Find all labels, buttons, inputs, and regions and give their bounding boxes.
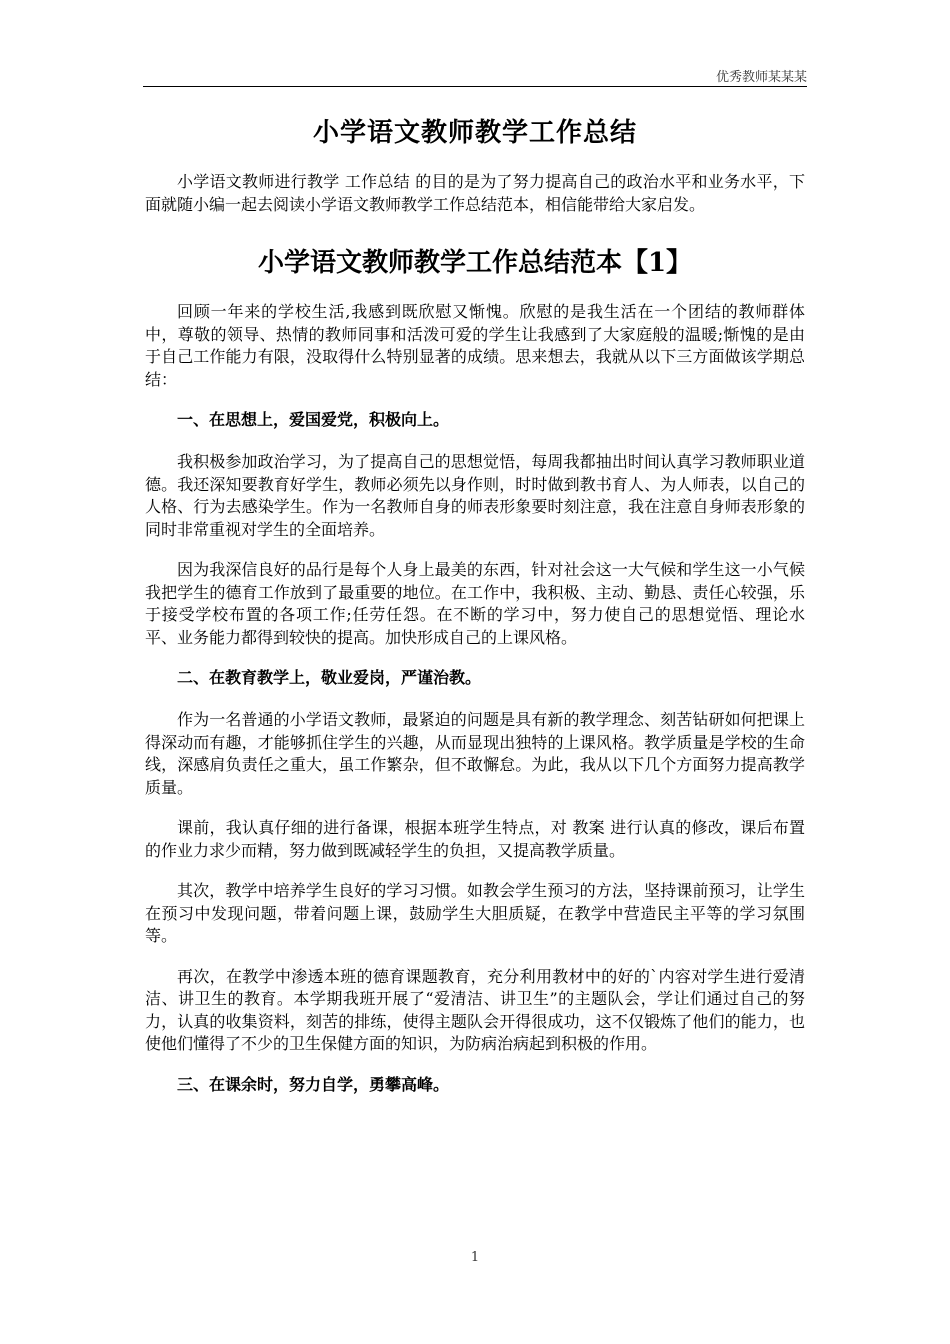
paragraph-5: 课前，我认真仔细的进行备课，根据本班学生特点，对 教案 进行认真的修改，课后布置的作业力求少而精，努力做到既减轻学生的负担，又提高教学质量。 <box>145 818 805 860</box>
header-divider <box>143 86 807 87</box>
document-title: 小学语文教师教学工作总结 <box>312 118 637 148</box>
paragraph-2: 我积极参加政治学习，为了提高自己的思想觉悟，每周我都抽出时间认真学习教师职业道德。我还深知要教育好学生，教师必须先以身作则，时时做到教书育人、为人师表，以自己的人格、行为去感染学生。作为一名教师自身的师表形象要时刻注意，我在注意自身师表形象的同时非常重视对学生的全面培养。 <box>145 452 805 539</box>
intro-paragraph: 小学语文教师进行教学 工作总结 的目的是为了努力提高自己的政治水平和业务水平，下面就随小编一起去阅读小学语文教师教学工作总结范本，相信能带给大家启发。 <box>145 172 805 214</box>
paragraph-4: 作为一名普通的小学语文教师，最紧迫的问题是具有新的教学理念、刻苦钻研如何把课上得深动而有趣，才能够抓住学生的兴趣，从而显现出独特的上课风格。教学质量是学校的生命线，深感肩负责任之重大，虽工作繁杂，但不敢懈怠。为此，我从以下几个方面努力提高教学质量。 <box>145 710 805 797</box>
document-body <box>145 112 805 1116</box>
paragraph-6: 其次，教学中培养学生良好的学习习惯。如教会学生预习的方法，坚持课前预习，让学生在预习中发现问题，带着问题上课，鼓励学生大胆质疑，在教学中营造民主平等的学习氛围等。 <box>145 881 805 945</box>
paragraph-1: 回顾一年来的学校生活,我感到既欣慰又惭愧。欣慰的是我生活在一个团结的教师群体中，尊敬的领导、热情的教师同事和活泼可爱的学生让我感到了大家庭般的温暖;惭愧的是由于自己工作能力有限，没取得什么特别显著的成绩。思来想去，我就从以下三方面做该学期总结： <box>145 302 805 389</box>
page-header: 优秀教师某某某 <box>715 70 807 85</box>
section-subtitle: 小学语文教师教学工作总结范本【1】 <box>257 248 693 278</box>
paragraph-7: 再次，在教学中渗透本班的德育课题教育，充分利用教材中的好的`内容对学生进行爱清洁、讲卫生的教育。本学期我班开展了“爱清洁、讲卫生”的主题队会，学让们通过自己的努力，认真的收集资料，刻苦的排练，使得主题队会开得很成功，这不仅锻炼了他们的能力，也使他们懂得了不少的卫生保健方面的知识，为防病治病起到积极的作用。 <box>145 966 805 1053</box>
page-number: 1 <box>470 1250 480 1265</box>
section-heading-1: 一、在思想上，爱国爱党，积极向上。 <box>177 410 450 429</box>
section-heading-2: 二、在教育教学上，敬业爱岗，严谨治教。 <box>177 668 482 687</box>
paragraph-3: 因为我深信良好的品行是每个人身上最美的东西，针对社会这一大气候和学生这一小气候我把学生的德育工作放到了最重要的地位。在工作中，我积极、主动、勤恳、责任心较强，乐于接受学校布置的各项工作;任劳任怨。在不断的学习中，努力使自己的思想觉悟、理论水平、业务能力都得到较快的提高。加快形成自己的上课风格。 <box>145 560 805 647</box>
section-heading-3: 三、在课余时，努力自学，勇攀高峰。 <box>177 1074 450 1094</box>
